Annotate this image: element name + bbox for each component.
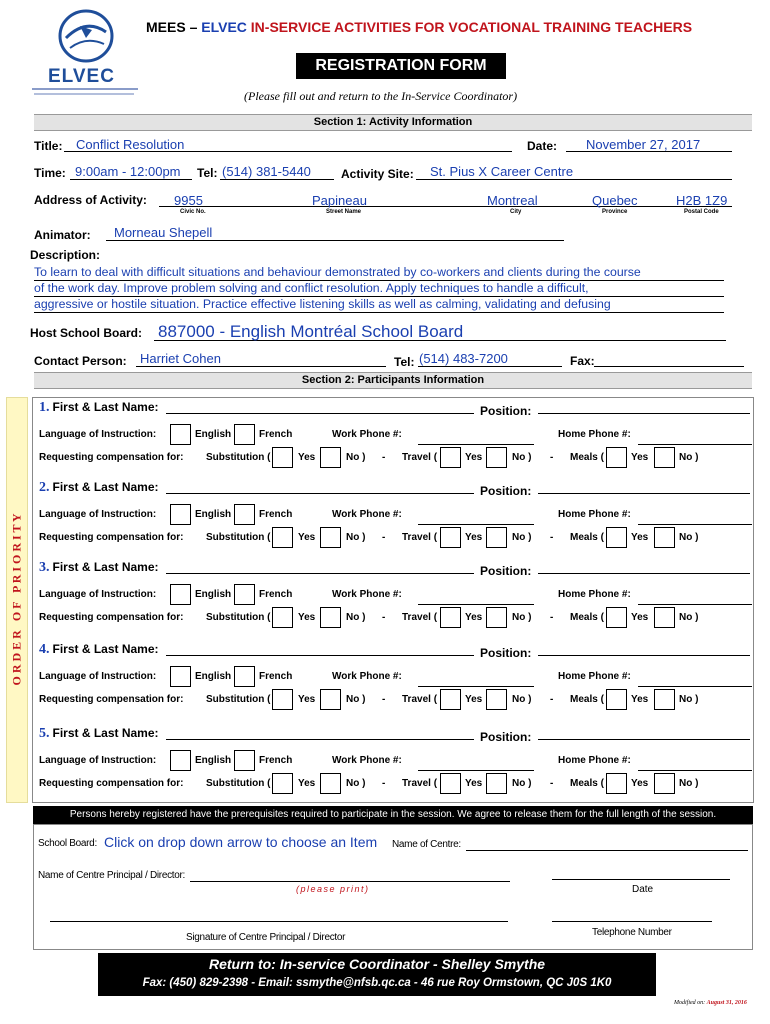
participant-2-home-phone-label: Home Phone #: [558,509,631,520]
section2-heading: Section 2: Participants Information [34,372,752,389]
participant-2-meals-yes-label: Yes [631,532,649,543]
participant-3-substitution-label: Substitution ( [206,612,271,623]
address-field[interactable] [159,206,732,207]
agreement-bar [33,806,753,824]
participant-3-name-field[interactable] [166,573,474,574]
civic-caption: Civic No. [180,209,206,215]
modified-date: August 31, 2016 [706,1000,747,1006]
telephone-field[interactable] [552,921,712,922]
participant-5-work-phone-label: Work Phone #: [332,755,402,766]
participant-2-name-text: First & Last Name: [52,480,159,494]
centre-name-field[interactable] [466,850,748,851]
contact-label: Contact Person: [34,354,127,368]
participant-3-name-label [39,560,159,576]
participant-4-home-phone-label: Home Phone #: [558,671,631,682]
participant-1-meals-no-label: No ) [679,452,699,463]
participant-5-travel-yes-label: Yes [465,778,483,789]
participant-5-english-label: English [195,755,232,766]
participant-4-travel-no-checkbox[interactable] [486,689,507,710]
time-field[interactable] [70,179,192,180]
participant-2-travel-label: Travel ( [402,532,438,543]
participant-4-language-label: Language of Instruction: [39,671,157,682]
participant-1-home-phone-label: Home Phone #: [558,429,631,440]
participant-4-work-phone-field[interactable] [418,686,534,687]
participant-5-travel-no-label: No ) [512,778,532,789]
participant-3-meals-no-label: No ) [679,612,699,623]
participant-4-position-field[interactable] [538,655,750,656]
section1-heading: Section 1: Activity Information [34,114,752,131]
participant-1-meals-no-checkbox[interactable] [654,447,675,468]
contact-value[interactable]: Harriet Cohen [140,351,221,366]
participant-3-meals-yes-checkbox[interactable] [606,607,627,628]
participant-5-english-checkbox[interactable] [170,750,191,771]
participant-5-french-label: French [259,755,293,766]
participant-5-meals-yes-checkbox[interactable] [606,773,627,794]
participant-4-work-phone-label: Work Phone #: [332,671,402,682]
participant-2-substitution-no-checkbox[interactable] [320,527,341,548]
animator-label: Animator: [34,228,91,242]
street-caption: Street Name [326,209,362,215]
participant-3-position-field[interactable] [538,573,750,574]
activity-site-field[interactable] [416,179,732,180]
participant-5-home-phone-field[interactable] [638,770,752,771]
participant-4-travel-yes-label: Yes [465,694,483,705]
form-title: REGISTRATION FORM [315,57,487,74]
participant-1-substitution-yes-checkbox[interactable] [272,447,293,468]
date-signed-field[interactable] [552,879,730,880]
title-elvec: ELVEC [201,19,247,35]
address-label: Address of Activity: [34,193,147,207]
participant-2-french-checkbox[interactable] [234,504,255,525]
participant-2-language-label: Language of Instruction: [39,509,157,520]
description-text-2[interactable]: of the work day. Improve problem solving and conflict resolution. Apply techniques to handle a difficult, [34,281,589,295]
participant-2-travel-yes-label: Yes [465,532,483,543]
participant-2-substitution-no-label: No ) [346,532,366,543]
participant-2-work-phone-label: Work Phone #: [332,509,402,520]
fax-label: Fax: [570,354,595,368]
participant-1-travel-no-label: No ) [512,452,532,463]
participant-3-language-label: Language of Instruction: [39,589,157,600]
participant-4-french-label: French [259,671,293,682]
participant-4-meals-yes-checkbox[interactable] [606,689,627,710]
logo-wordmark: ELVEC [48,66,115,87]
tel-label: Tel: [197,166,218,180]
participant-1-position-field[interactable] [538,413,750,414]
host-board-label: Host School Board: [30,326,143,340]
tel-field[interactable] [220,179,334,180]
city-value[interactable]: Montreal [487,193,538,208]
participant-1-substitution-yes-label: Yes [298,452,316,463]
participant-3-work-phone-label: Work Phone #: [332,589,402,600]
participant-2-meals-no-checkbox[interactable] [654,527,675,548]
school-board-dropdown[interactable]: Click on drop down arrow to choose an Item [104,834,378,850]
participant-1-substitution-no-label: No ) [346,452,366,463]
participant-5-meals-no-label: No ) [679,778,699,789]
signature-caption: Signature of Centre Principal / Director [186,932,346,943]
contact-tel-field[interactable] [418,366,562,367]
logo-tagline [32,88,138,90]
participant-3-french-checkbox[interactable] [234,584,255,605]
fax-field[interactable] [594,366,744,367]
participant-3-number: 3. [39,560,50,575]
elvec-logo [30,8,142,100]
participant-3-meals-no-checkbox[interactable] [654,607,675,628]
tel-value[interactable]: (514) 381-5440 [222,164,311,179]
participant-1-travel-label: Travel ( [402,452,438,463]
participant-3-travel-no-checkbox[interactable] [486,607,507,628]
participant-2-work-phone-field[interactable] [418,524,534,525]
instructions: (Please fill out and return to the In-Service Coordinator) [244,89,518,103]
participant-4-substitution-yes-label: Yes [298,694,316,705]
participant-4-name-text: First & Last Name: [52,642,159,656]
principal-name-field[interactable] [190,881,510,882]
participant-5-meals-yes-label: Yes [631,778,649,789]
participant-4-name-label [39,642,159,658]
participant-2-travel-no-label: No ) [512,532,532,543]
participant-3-travel-no-label: No ) [512,612,532,623]
street-value[interactable]: Papineau [312,193,367,208]
description-text-3[interactable]: aggressive or hostile situation. Practice effective listening skills as well as calming, validating and defusing [34,297,611,311]
participant-3-substitution-yes-label: Yes [298,612,316,623]
participant-2-english-label: English [195,509,232,520]
participant-1-dash-1: - [382,452,386,463]
participant-4-travel-yes-checkbox[interactable] [440,689,461,710]
participant-4-substitution-no-label: No ) [346,694,366,705]
participant-1-work-phone-field[interactable] [418,444,534,445]
participant-3-position-label: Position: [480,564,532,578]
participant-3-home-phone-label: Home Phone #: [558,589,631,600]
participant-4-travel-no-label: No ) [512,694,532,705]
participant-3-english-label: English [195,589,232,600]
return-box [98,953,656,996]
province-value[interactable]: Quebec [592,193,638,208]
participant-1-meals-yes-label: Yes [631,452,649,463]
title-rest: IN-SERVICE ACTIVITIES FOR VOCATIONAL TRAINING TEACHERS [246,19,693,35]
participant-4-meals-label: Meals ( [570,694,604,705]
participant-3-travel-yes-label: Yes [465,612,483,623]
participant-2-meals-yes-checkbox[interactable] [606,527,627,548]
animator-field[interactable] [106,240,564,241]
participant-1-english-checkbox[interactable] [170,424,191,445]
time-value[interactable]: 9:00am - 12:00pm [75,164,181,179]
participant-4-meals-no-label: No ) [679,694,699,705]
participant-3-home-phone-field[interactable] [638,604,752,605]
participant-5-travel-yes-checkbox[interactable] [440,773,461,794]
province-caption: Province [602,209,628,215]
participant-4-english-checkbox[interactable] [170,666,191,687]
participant-1-work-phone-label: Work Phone #: [332,429,402,440]
participant-5-meals-no-checkbox[interactable] [654,773,675,794]
participant-1-number: 1. [39,400,50,415]
participant-3-meals-yes-label: Yes [631,612,649,623]
date-value[interactable]: November 27, 2017 [586,137,701,152]
description-text-1[interactable]: To learn to deal with difficult situations and behaviour demonstrated by co-workers and clients during the course [34,265,641,279]
participant-5-compensation-label: Requesting compensation for: [39,778,184,789]
animator-value[interactable]: Morneau Shepell [114,225,213,240]
participant-2-name-label [39,480,159,496]
title-value[interactable]: Conflict Resolution [76,137,185,152]
participant-1-substitution-no-checkbox[interactable] [320,447,341,468]
postal-caption: Postal Code [684,209,719,215]
participant-2-compensation-label: Requesting compensation for: [39,532,184,543]
contact-tel-label: Tel: [394,355,415,369]
participant-3-dash-1: - [382,612,386,623]
participant-1-dash-2: - [550,452,554,463]
participant-5-number: 5. [39,726,50,741]
participant-2-travel-no-checkbox[interactable] [486,527,507,548]
participant-5-substitution-no-label: No ) [346,778,366,789]
participant-3-substitution-yes-checkbox[interactable] [272,607,293,628]
telephone-caption: Telephone Number [592,927,672,938]
activity-site-value[interactable]: St. Pius X Career Centre [430,164,574,179]
participant-5-name-field[interactable] [166,739,474,740]
form-title-box [296,53,506,79]
participant-5-work-phone-field[interactable] [418,770,534,771]
participant-1-travel-yes-label: Yes [465,452,483,463]
city-caption: City [510,209,522,215]
participant-1-meals-label: Meals ( [570,452,604,463]
participant-4-meals-yes-label: Yes [631,694,649,705]
modified-note: Modified on: August 31, 2016 [674,1000,747,1006]
participant-2-substitution-yes-checkbox[interactable] [272,527,293,548]
participant-5-position-field[interactable] [538,739,750,740]
participant-1-language-label: Language of Instruction: [39,429,157,440]
participant-3-name-text: First & Last Name: [52,560,159,574]
priority-label: O R D E R O F P R I O R I T Y [9,513,24,686]
participant-3-compensation-label: Requesting compensation for: [39,612,184,623]
participant-4-dash-2: - [550,694,554,705]
participant-2-english-checkbox[interactable] [170,504,191,525]
participant-1-french-label: French [259,429,293,440]
participant-4-dash-1: - [382,694,386,705]
page-title: MEES – ELVEC IN-SERVICE ACTIVITIES FOR VOCATIONAL TRAINING TEACHERS [146,19,693,35]
participant-5-substitution-label: Substitution ( [206,778,271,789]
fax-email-line: Fax: (450) 829-2398 - Email: ssmythe@nfsb.qc.ca - 46 rue Roy Ormstown, QC J0S 1K0 [142,977,612,989]
participant-2-french-label: French [259,509,293,520]
participant-5-substitution-no-checkbox[interactable] [320,773,341,794]
participant-5-substitution-yes-checkbox[interactable] [272,773,293,794]
participant-5-dash-1: - [382,778,386,789]
participant-2-home-phone-field[interactable] [638,524,752,525]
participant-4-home-phone-field[interactable] [638,686,752,687]
participant-1-name-field[interactable] [166,413,474,414]
participant-1-travel-no-checkbox[interactable] [486,447,507,468]
participant-1-travel-yes-checkbox[interactable] [440,447,461,468]
participant-1-compensation-label: Requesting compensation for: [39,452,184,463]
participant-4-meals-no-checkbox[interactable] [654,689,675,710]
participant-5-name-label [39,726,159,742]
participant-5-position-label: Position: [480,730,532,744]
participant-2-substitution-yes-label: Yes [298,532,316,543]
participant-4-travel-label: Travel ( [402,694,438,705]
participant-3-english-checkbox[interactable] [170,584,191,605]
participant-3-substitution-no-label: No ) [346,612,366,623]
return-line: Return to: In-service Coordinator - Shelley Smythe [208,956,546,972]
participant-4-substitution-no-checkbox[interactable] [320,689,341,710]
contact-field[interactable] [136,366,386,367]
participant-4-french-checkbox[interactable] [234,666,255,687]
participant-3-travel-label: Travel ( [402,612,438,623]
participant-5-travel-no-checkbox[interactable] [486,773,507,794]
participant-2-substitution-label: Substitution ( [206,532,271,543]
time-label: Time: [34,166,66,180]
participant-2-meals-label: Meals ( [570,532,604,543]
principal-name-label: Name of Centre Principal / Director: [38,870,186,881]
participant-3-travel-yes-checkbox[interactable] [440,607,461,628]
participant-3-french-label: French [259,589,293,600]
participant-2-dash-2: - [550,532,554,543]
participant-2-meals-no-label: No ) [679,532,699,543]
participant-1-english-label: English [195,429,232,440]
participant-3-dash-2: - [550,612,554,623]
participant-1-french-checkbox[interactable] [234,424,255,445]
participant-4-substitution-label: Substitution ( [206,694,271,705]
participant-5-meals-label: Meals ( [570,778,604,789]
participant-4-compensation-label: Requesting compensation for: [39,694,184,705]
contact-tel-value[interactable]: (514) 483-7200 [419,351,508,366]
description-line-3[interactable] [34,312,724,313]
please-print: (please print) [296,884,370,894]
participant-3-meals-label: Meals ( [570,612,604,623]
centre-name-label: Name of Centre: [392,839,461,850]
participant-5-french-checkbox[interactable] [234,750,255,771]
participant-5-home-phone-label: Home Phone #: [558,755,631,766]
participant-5-travel-label: Travel ( [402,778,438,789]
participant-5-name-text: First & Last Name: [52,726,159,740]
description-label: Description: [30,248,101,262]
globe-icon [56,8,116,64]
participant-1-name-label [39,400,159,416]
participant-1-substitution-label: Substitution ( [206,452,271,463]
participant-4-position-label: Position: [480,646,532,660]
participant-3-work-phone-field[interactable] [418,604,534,605]
date-label: Date: [527,139,558,153]
date-caption: Date [632,884,654,895]
priority-bar [6,397,28,803]
participant-5-dash-2: - [550,778,554,789]
participant-1-position-label: Position: [480,404,532,418]
participant-1-meals-yes-checkbox[interactable] [606,447,627,468]
participant-2-dash-1: - [382,532,386,543]
participant-1-home-phone-field[interactable] [638,444,752,445]
participant-2-travel-yes-checkbox[interactable] [440,527,461,548]
participant-4-substitution-yes-checkbox[interactable] [272,689,293,710]
participant-1-name-text: First & Last Name: [52,400,159,414]
participant-2-position-field[interactable] [538,493,750,494]
logo-tagline-2 [34,93,134,95]
participant-2-number: 2. [39,480,50,495]
signature-field[interactable] [50,921,508,922]
postal-code-value[interactable]: H2B 1Z9 [676,193,728,208]
participant-2-position-label: Position: [480,484,532,498]
participant-5-substitution-yes-label: Yes [298,778,316,789]
agreement-text: Persons hereby registered have the prerequisites required to participate in the session. We agree to release them for the full length of the session. [69,809,717,820]
school-board-label: School Board: [38,838,97,849]
participant-3-substitution-no-checkbox[interactable] [320,607,341,628]
participant-4-english-label: English [195,671,232,682]
civic-no-value[interactable]: 9955 [174,193,203,208]
host-board-value[interactable]: 887000 - English Montréal School Board [158,322,464,341]
participant-4-name-field[interactable] [166,655,474,656]
participant-4-number: 4. [39,642,50,657]
participant-2-name-field[interactable] [166,493,474,494]
activity-site-label: Activity Site: [341,167,414,181]
title-label: Title: [34,139,63,153]
participant-5-language-label: Language of Instruction: [39,755,157,766]
